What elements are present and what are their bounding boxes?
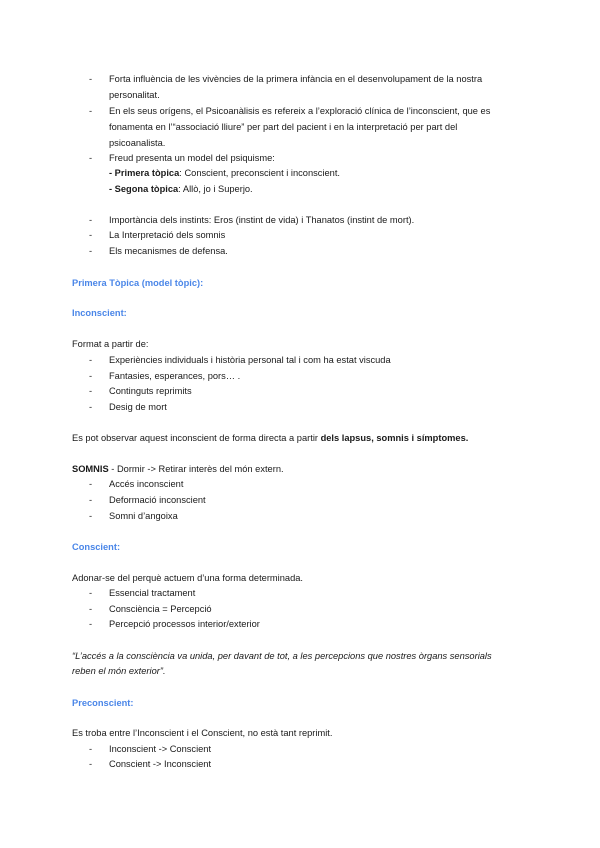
somnis-label: SOMNIS bbox=[72, 464, 109, 474]
conscient-quote-line-2: reben el món exterior”. bbox=[72, 666, 166, 676]
bullet-dash: - bbox=[89, 402, 93, 412]
bullet-dash: - bbox=[89, 759, 93, 769]
bullet-dash: - bbox=[89, 74, 93, 84]
intro-bullet-3-line-1: Freud presenta un model del psiquisme: bbox=[109, 153, 275, 163]
primera-topica-text: : Conscient, preconscient i inconscient. bbox=[179, 168, 340, 178]
inconscient-bullet-4: Desig de mort bbox=[109, 402, 167, 412]
bullet-dash: - bbox=[89, 511, 93, 521]
segona-topica-line bbox=[109, 183, 253, 195]
bullet-dash: - bbox=[89, 479, 93, 489]
bullet-dash: - bbox=[89, 744, 93, 754]
intro-bullet-6: Els mecanismes de defensa. bbox=[109, 246, 228, 256]
somnis-text: - Dormir -> Retirar interès del món extern. bbox=[108, 464, 284, 474]
somnis-bullet-2: Deformació inconscient bbox=[109, 495, 206, 505]
observe-text: Es pot observar aquest inconscient de forma directa a partir bbox=[72, 433, 321, 443]
heading-preconscient: Preconscient: bbox=[72, 698, 134, 708]
intro-bullet-4: Importància dels instints: Eros (instint de vida) i Thanatos (instint de mort). bbox=[109, 215, 415, 225]
heading-conscient: Conscient: bbox=[72, 542, 121, 552]
preconscient-intro: Es troba entre l’Inconscient i el Conscient, no està tant reprimit. bbox=[72, 728, 333, 738]
conscient-intro: Adonar-se del perquè actuem d’una forma determinada. bbox=[72, 573, 304, 583]
inconscient-observe-line bbox=[72, 432, 468, 444]
intro-bullet-1-line-1: Forta influència de les vivències de la primera infància en el desenvolupament de la nostra bbox=[109, 74, 483, 84]
conscient-quote-line-1: “L’accés a la consciència va unida, per davant de tot, a les percepcions que nostres òrgans sensorials bbox=[72, 651, 492, 661]
somnis-line bbox=[72, 463, 284, 475]
conscient-bullet-2: Consciència = Percepció bbox=[109, 604, 212, 614]
heading-inconscient: Inconscient: bbox=[72, 308, 127, 318]
conscient-bullet-3: Percepció processos interior/exterior bbox=[109, 619, 260, 629]
conscient-bullet-1: Essencial tractament bbox=[109, 588, 196, 598]
inconscient-bullet-2: Fantasies, esperances, pors… . bbox=[109, 371, 241, 381]
somnis-bullet-1: Accés inconscient bbox=[109, 479, 184, 489]
preconscient-bullet-1: Inconscient -> Conscient bbox=[109, 744, 212, 754]
observe-bold: dels lapsus, somnis i símptomes. bbox=[320, 433, 469, 443]
somnis-bullet-3: Somni d’angoixa bbox=[109, 511, 178, 521]
bullet-dash: - bbox=[89, 106, 93, 116]
bullet-dash: - bbox=[89, 230, 93, 240]
bullet-dash: - bbox=[89, 246, 93, 256]
intro-bullet-1-line-2: personalitat. bbox=[109, 90, 160, 100]
bullet-dash: - bbox=[89, 495, 93, 505]
bullet-dash: - bbox=[89, 215, 93, 225]
primera-topica-line bbox=[109, 167, 340, 179]
primera-topica-label: - Primera tòpica bbox=[109, 168, 180, 178]
bullet-dash: - bbox=[89, 386, 93, 396]
bullet-dash: - bbox=[89, 355, 93, 365]
bullet-dash: - bbox=[89, 153, 93, 163]
bullet-dash: - bbox=[89, 619, 93, 629]
intro-bullet-2-line-3: psicoanalista. bbox=[109, 138, 166, 148]
preconscient-bullet-2: Conscient -> Inconscient bbox=[109, 759, 212, 769]
intro-bullet-5: La Interpretació dels somnis bbox=[109, 230, 226, 240]
segona-topica-text: : Allò, jo i Superjo. bbox=[178, 184, 253, 194]
inconscient-bullet-3: Continguts reprimits bbox=[109, 386, 192, 396]
bullet-dash: - bbox=[89, 604, 93, 614]
bullet-dash: - bbox=[89, 371, 93, 381]
intro-bullet-2-line-2: fonamenta en l’“associació lliure” per part del pacient i en la interpretació per part del bbox=[109, 122, 458, 132]
inconscient-bullet-1: Experiències individuals i història personal tal i com ha estat viscuda bbox=[109, 355, 391, 365]
segona-topica-label: - Segona tòpica bbox=[109, 184, 179, 194]
bullet-dash: - bbox=[89, 588, 93, 598]
heading-primera-topica: Primera Tòpica (model tòpic): bbox=[72, 278, 204, 288]
intro-bullet-2-line-1: En els seus orígens, el Psicoanàlisis es refereix a l’exploració clínica de l’inconscient, que es bbox=[109, 106, 491, 116]
inconscient-intro: Format a partir de: bbox=[72, 339, 149, 349]
